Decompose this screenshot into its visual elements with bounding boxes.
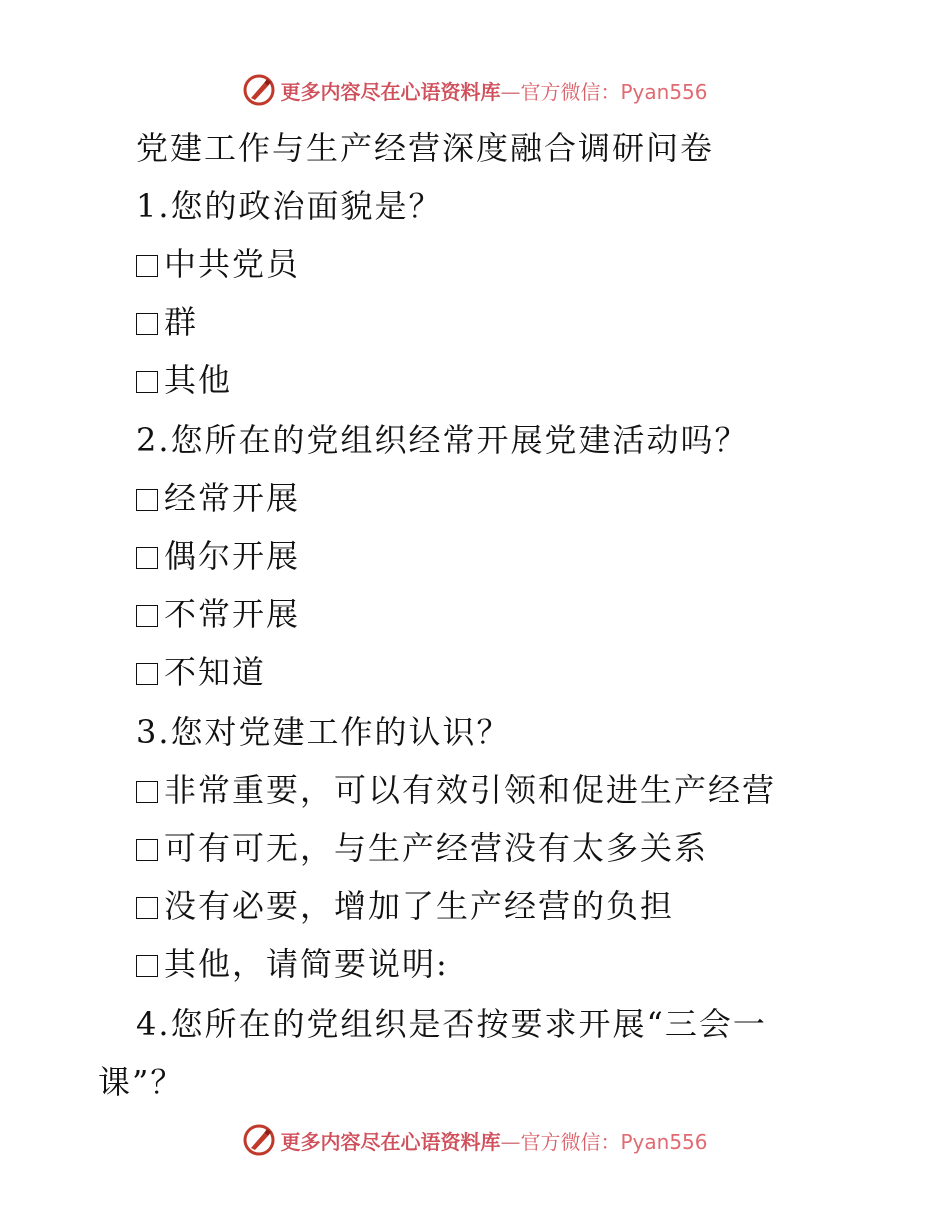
option-label: 其他 [164,361,233,399]
option-label: 可有可无，与生产经营没有太多关系 [164,829,709,867]
option-label: 不知道 [164,653,267,691]
header-watermark [0,70,950,110]
question-3-option-2[interactable] [136,828,708,868]
watermark-sep: — [500,79,521,104]
question-3-option-3[interactable] [136,886,674,926]
option-label: 没有必要，增加了生产经营的负担 [164,887,675,925]
pen-logo-icon [242,73,276,107]
option-label: 经常开展 [164,479,301,517]
option-label: 其他，请简要说明: [164,945,449,983]
checkbox-icon[interactable] [136,839,158,861]
watermark-label: 官方微信： [520,1129,621,1154]
question-2-option-1[interactable] [136,478,300,518]
question-3-option-1[interactable] [136,770,776,810]
checkbox-icon[interactable] [136,663,158,685]
question-3-option-4[interactable] [136,944,449,984]
option-label: 偶尔开展 [164,537,301,575]
question-2-prompt: 2.您所在的党组织经常开展党建活动吗？ [136,421,749,459]
watermark-main: 更多内容尽在心语资料库 [280,1129,501,1154]
watermark-handle: Pyan556 [620,1129,708,1154]
checkbox-icon[interactable] [136,255,158,277]
question-1-option-3[interactable] [136,360,232,400]
question-4-prompt-line-1: 4.您所在的党组织是否按要求开展“三会一 [136,1005,767,1043]
question-1-option-2[interactable] [136,302,198,342]
checkbox-icon[interactable] [136,371,158,393]
watermark-main: 更多内容尽在心语资料库 [280,79,501,104]
question-1-prompt: 1.您的政治面貌是？ [136,187,443,225]
footer-watermark [0,1120,950,1160]
checkbox-icon[interactable] [136,955,158,977]
option-label: 不常开展 [164,595,301,633]
question-1-option-1[interactable] [136,244,300,284]
checkbox-icon[interactable] [136,781,158,803]
question-2-option-4[interactable] [136,652,266,692]
watermark-text [280,1126,707,1155]
watermark-text [280,76,707,105]
document-title: 党建工作与生产经营深度融合调研问卷 [136,129,715,167]
checkbox-icon[interactable] [136,897,158,919]
checkbox-icon[interactable] [136,547,158,569]
checkbox-icon[interactable] [136,605,158,627]
option-label: 群 [164,303,199,341]
option-label: 中共党员 [164,245,301,283]
watermark-sep: — [500,1129,521,1154]
watermark-label: 官方微信： [520,79,621,104]
question-3-prompt: 3.您对党建工作的认识？ [136,713,511,751]
question-2-option-3[interactable] [136,594,300,634]
option-label: 非常重要，可以有效引领和促进生产经营 [164,771,777,809]
watermark-handle: Pyan556 [620,79,708,104]
question-4-prompt-line-2: 课”？ [98,1063,185,1101]
pen-logo-icon [242,1123,276,1157]
checkbox-icon[interactable] [136,313,158,335]
question-2-option-2[interactable] [136,536,300,576]
checkbox-icon[interactable] [136,489,158,511]
